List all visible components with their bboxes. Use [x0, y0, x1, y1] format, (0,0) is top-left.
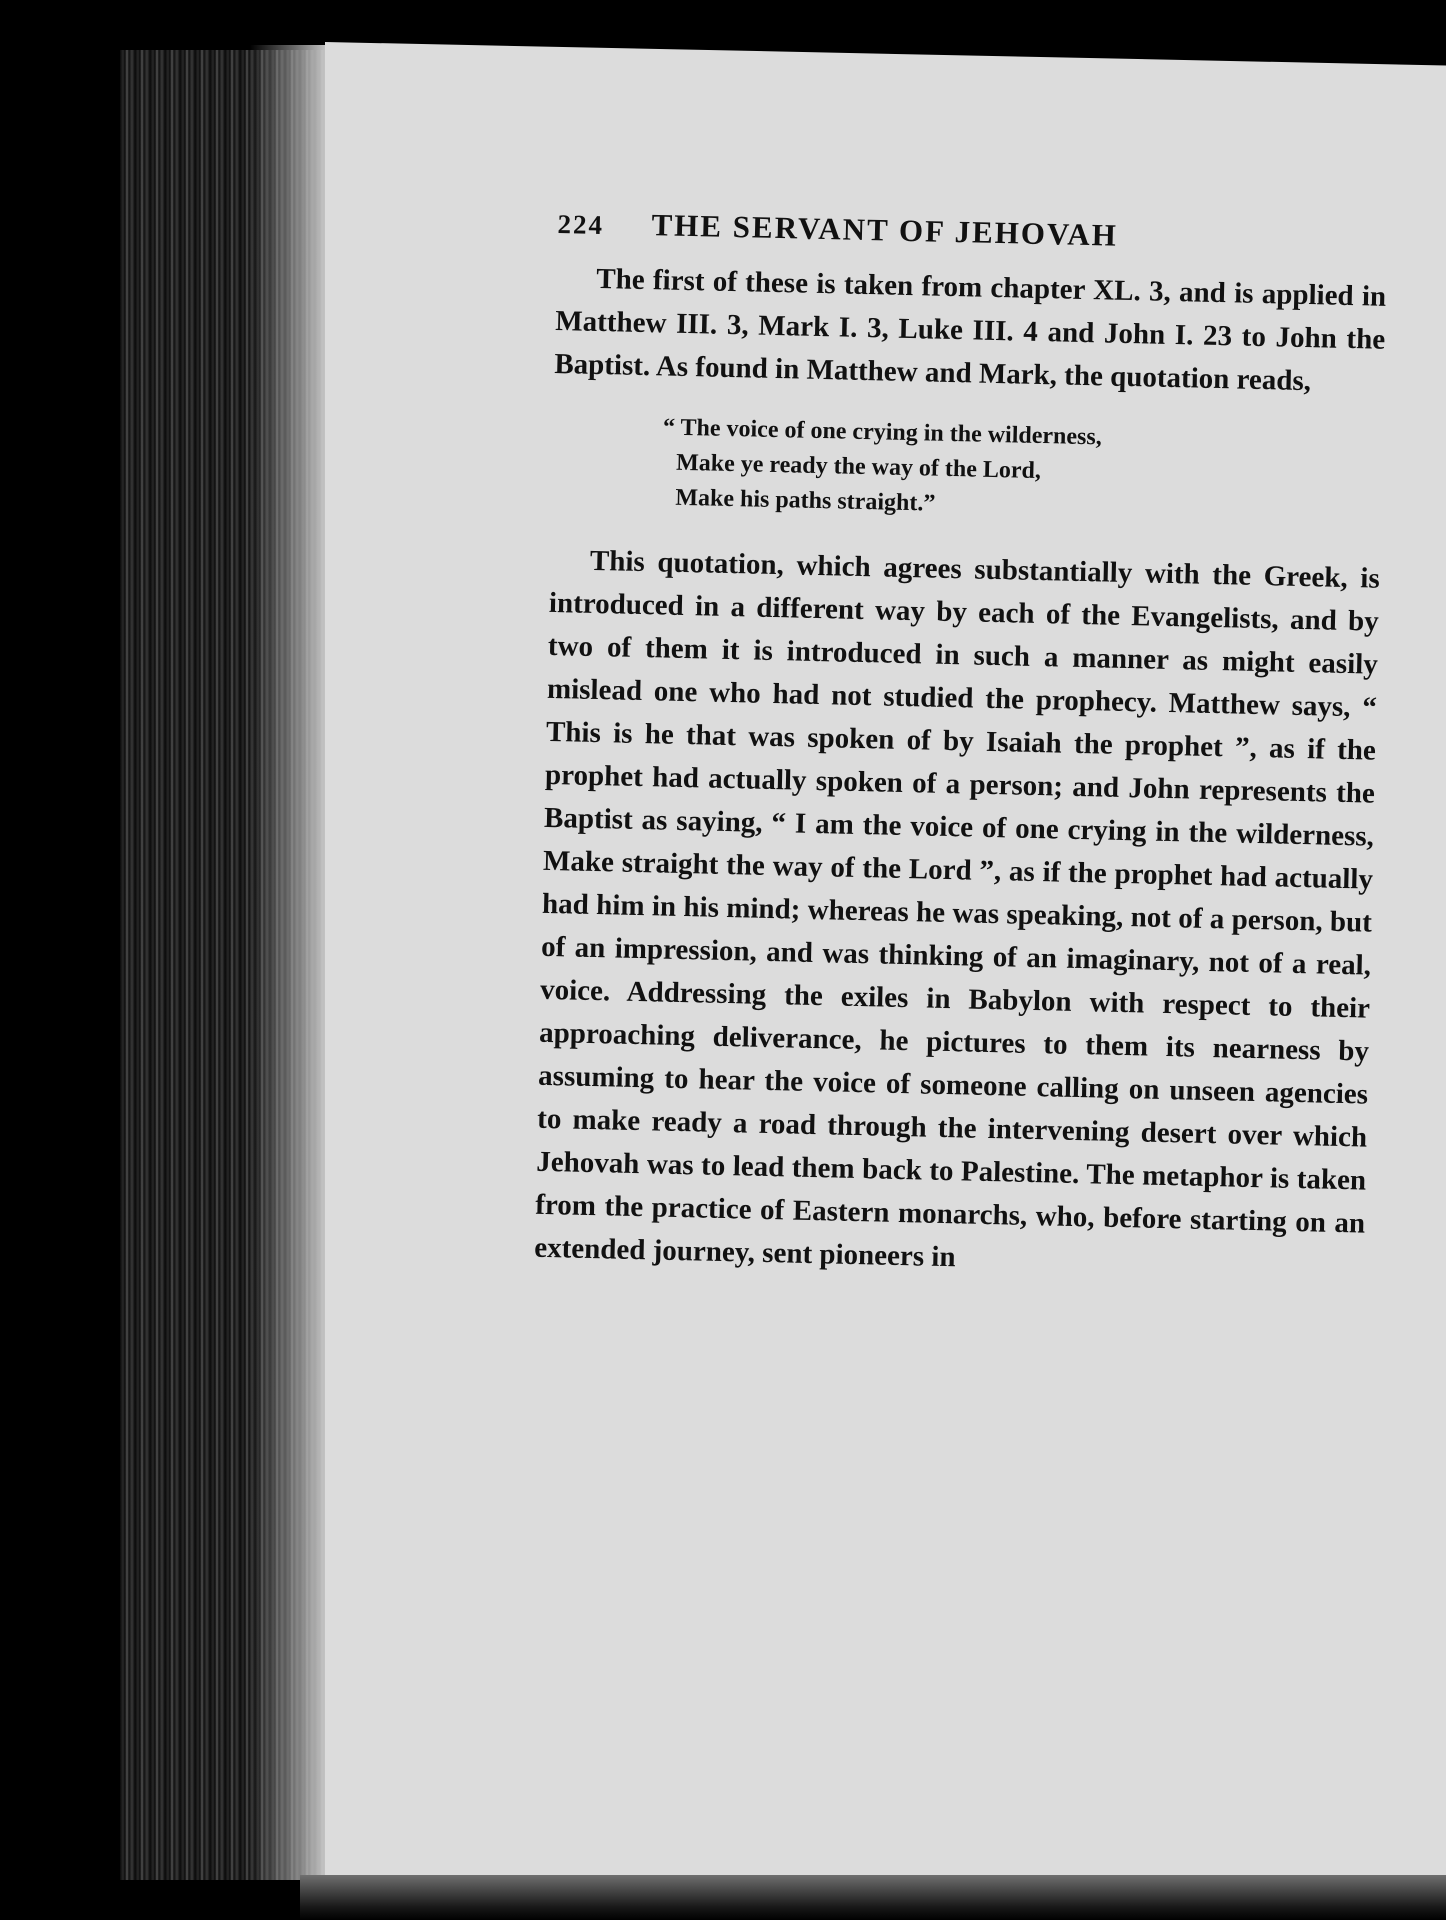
page-gutter-shading [250, 45, 330, 1880]
quote-line: Make ye ready the way of the Lord, [675, 449, 1042, 485]
body-paragraph: This quotation, which agrees substantially with the Greek, is introduced in a different way by each of the Evangelists, and by two of them it is introduced in such a manner as might easily mislead one who had not studied the prophecy. Matthew says, “ This is he that was spoken of by Isaiah the prophet ”, as if the prophet had actually spoken of a person; and John represents the Baptist as saying, “ I am the voice of one crying in the wilderness, Make straight the way of the Lord ”, as if the prophet had actually had him in his mind; whereas he was speaking, not of a person, but of an impression, and was thinking of an imaginary, not of a real, voice. Addressing the exiles in Babylon with respect to their approaching deliverance, he pictures to them its nearness by assuming to hear the voice of someone calling on unseen agencies to make ready a road through the intervening desert over which Jehovah was to lead them back to Palestine. The metaphor is taken from the practice of Eastern monarchs, who, before starting on an extended journey, sent pioneers in [533, 544, 1381, 1274]
page-bottom-shadow [300, 1875, 1446, 1920]
page-text-block [534, 205, 1388, 1289]
block-quotation [661, 410, 1383, 531]
page-number: 224 [557, 208, 605, 241]
quote-line: Make his paths straight.” [675, 484, 936, 517]
intro-paragraph: The first of these is taken from chapter XL. 3, and is applied in Matthew III. 3, Mark I. 3, Luke III. 4 and John I. 23 to John the Baptist. As found in Matthew and Mark, the quotation reads, [554, 262, 1387, 398]
quote-line: “ The voice of one crying in the wilderness, [662, 414, 1103, 451]
running-title: THE SERVANT OF JEHOVAH [651, 207, 1119, 253]
